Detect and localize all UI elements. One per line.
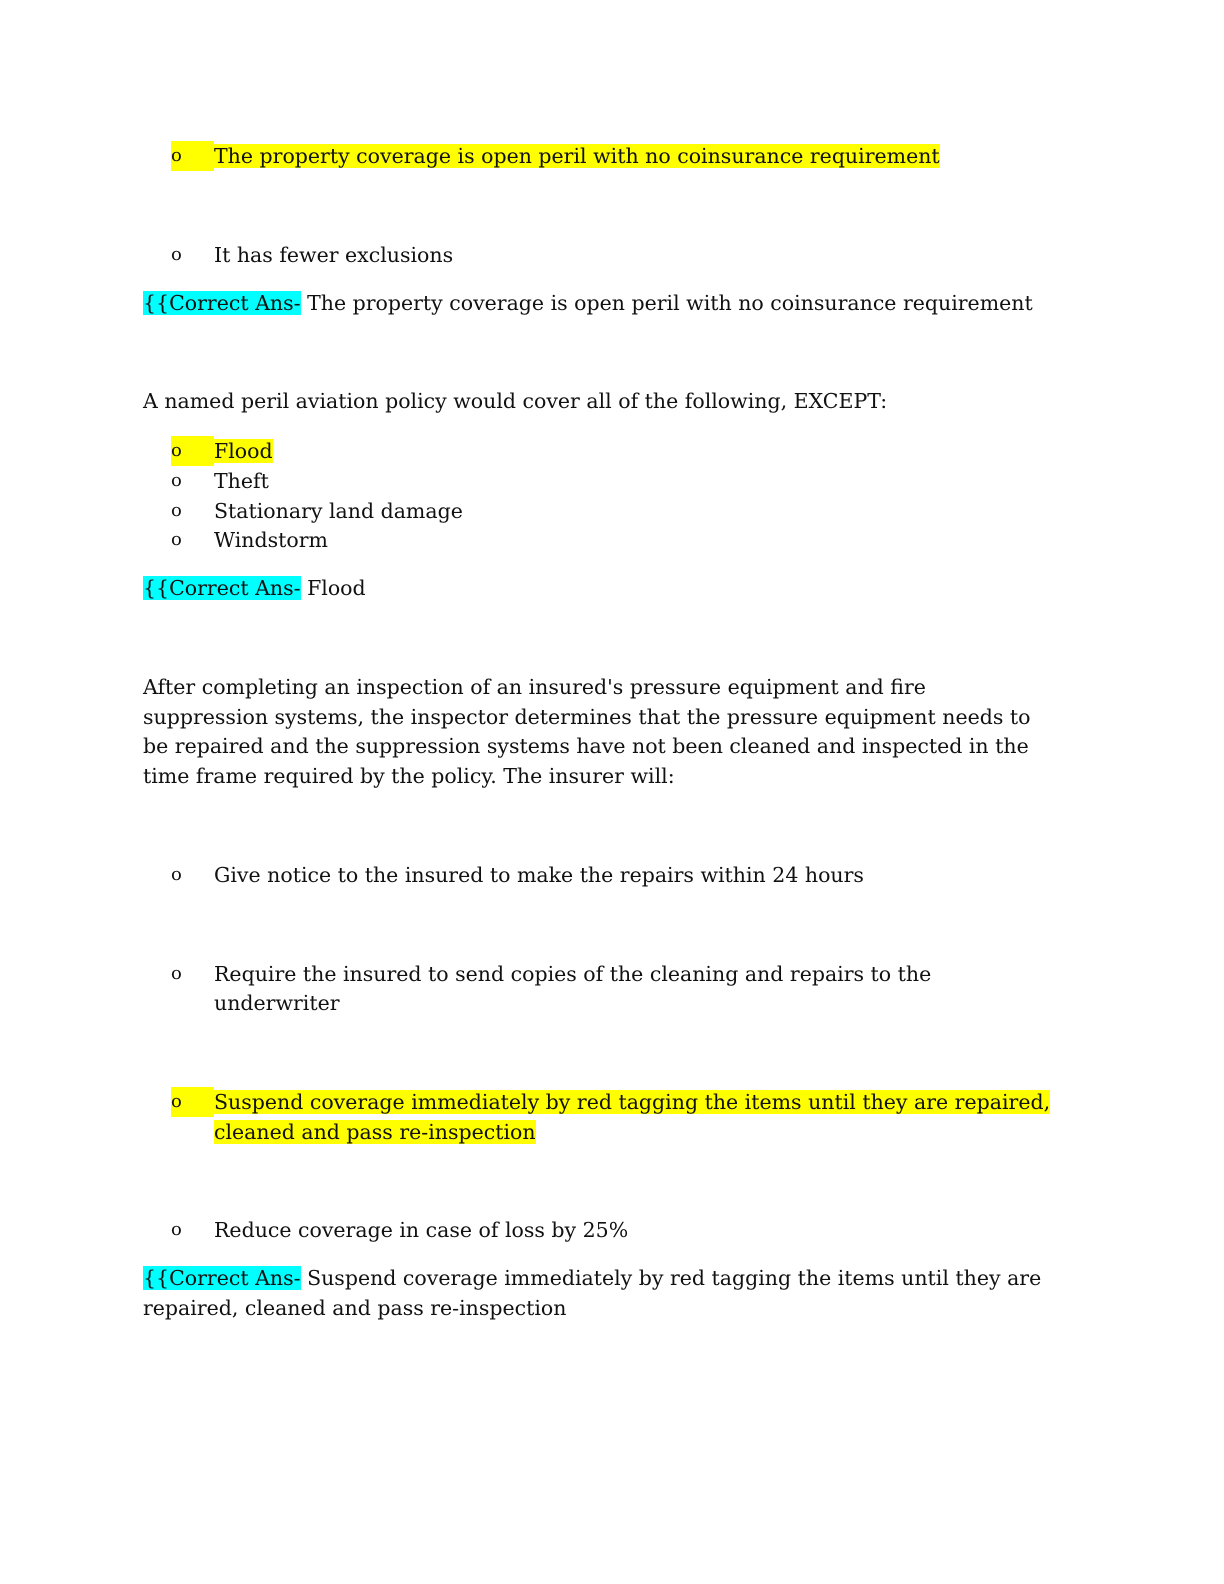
q1-option-1-text: The property coverage is open peril with no coinsurance requirement (214, 144, 940, 168)
q2-option-3-text: Stationary land damage (214, 499, 463, 523)
q3-option-2-line: Require the insured to send copies of the cleaning and repairs to the (214, 962, 932, 986)
q2-option-1-text: Flood (214, 439, 273, 463)
q1-option-2-text: It has fewer exclusions (214, 243, 454, 267)
bullet-icon: o (171, 1219, 182, 1240)
q2-option-3 (171, 496, 1071, 526)
q3-option-4 (171, 1215, 1071, 1245)
q3-question-line: time frame required by the policy. The insurer will: (143, 763, 675, 788)
q2-correct-answer (143, 574, 1063, 604)
bullet-icon: o (171, 436, 214, 466)
q3-option-3 (171, 1087, 1071, 1147)
q2-option-2 (171, 466, 1071, 496)
bullet-icon: o (171, 1087, 214, 1117)
q1-option-2 (171, 240, 1071, 270)
q3-question-line: suppression systems, the inspector determines that the pressure equipment needs to (143, 704, 1031, 729)
q2-option-4-text: Windstorm (214, 528, 328, 552)
q2-question: A named peril aviation policy would cover all of the following, EXCEPT: (143, 389, 888, 413)
correct-answer-label: {{Correct Ans- (143, 1266, 301, 1290)
q3-option-2-line: underwriter (214, 991, 340, 1015)
correct-answer-text-line-2: repaired, cleaned and pass re-inspection (143, 1295, 567, 1320)
q1-option-1 (171, 141, 1071, 171)
correct-answer-text: The property coverage is open peril with no coinsurance requirement (300, 291, 1033, 315)
q3-option-4-text: Reduce coverage in case of loss by 25% (214, 1218, 629, 1242)
bullet-icon: o (171, 963, 182, 984)
q3-option-1 (171, 860, 1071, 890)
bullet-icon: o (171, 864, 182, 885)
q3-question (143, 673, 1063, 791)
bullet-icon: o (171, 141, 214, 171)
q2-option-4 (171, 525, 1071, 555)
q2-option-1 (171, 436, 1071, 466)
bullet-icon: o (171, 470, 182, 491)
q2-option-2-text: Theft (214, 469, 269, 493)
q3-option-2 (171, 959, 1071, 1019)
bullet-icon: o (171, 244, 182, 265)
correct-answer-text: Flood (300, 576, 366, 600)
q3-option-1-text: Give notice to the insured to make the repairs within 24 hours (214, 863, 864, 887)
correct-answer-text: Suspend coverage immediately by red tagging the items until they are (300, 1266, 1042, 1290)
correct-answer-label: {{Correct Ans- (143, 576, 301, 600)
bullet-icon: o (171, 500, 182, 521)
bullet-icon: o (171, 529, 182, 550)
q3-question-line: be repaired and the suppression systems have not been cleaned and inspected in the (143, 734, 1029, 758)
q3-correct-answer (143, 1264, 1063, 1323)
q3-option-3-line: Suspend coverage immediately by red tagging the items until they are repaired, (214, 1090, 1051, 1114)
q3-option-3-line: cleaned and pass re-inspection (214, 1120, 536, 1144)
q3-question-line: After completing an inspection of an insured's pressure equipment and fire (143, 675, 926, 699)
correct-answer-label: {{Correct Ans- (143, 291, 301, 315)
q1-correct-answer (143, 289, 1063, 319)
